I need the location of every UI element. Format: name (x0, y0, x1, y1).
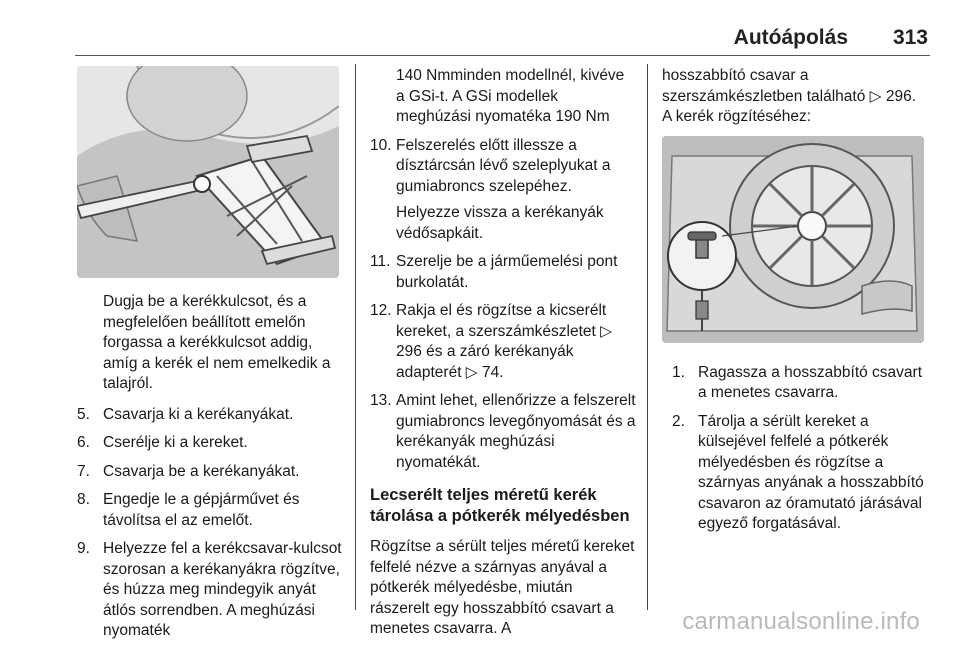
page-number: 313 (892, 26, 928, 49)
spare-wheel-illustration (662, 136, 924, 343)
list-item: 5. Csavarja ki a kerékanyákat. (77, 405, 294, 423)
list-item: 11. Szerelje be a járműemelési pont burkolatát. (370, 253, 618, 291)
list-item: 10. Felszerelés előtt illessze a dísztárcsán lévő szeleplyukat a gumiabroncs szelepéhez. Helyezze vissza a kerékanyák védősapkáit. (370, 136, 636, 245)
section-title: Autóápolás (733, 26, 848, 49)
list-item: 9. Helyezze fel a kerékcsavar-kulcsot szorosan a kerékanyákra rögzítve, és húzza meg mindegyik anyát átlós sorrendben. A meghúzási nyomaték (77, 540, 342, 639)
list-item-subtext: Helyezze vissza a kerékanyák védősapkáit. (396, 204, 604, 242)
watermark: carmanualsonline.info (682, 608, 920, 635)
intro-paragraph: hosszabbító csavar a szerszámkészletben található ▷ 296. A kerék rögzítéséhez: (662, 67, 917, 125)
column-3 (662, 60, 927, 543)
jack-drawing (77, 66, 339, 278)
header-divider (75, 55, 930, 56)
column-divider-2 (647, 64, 648, 610)
step-continuation: 140 Nmminden modellnél, kivéve a GSi-t. A GSi modellek meghúzási nyomatéka 190 Nm (396, 67, 625, 125)
section-heading: Lecserélt teljes méretű kerék tárolása a pótkerék mélyedésben (370, 486, 630, 525)
list-item: 13. Amint lehet, ellenőrizze a felszerelt gumiabroncs levegőnyomását és a kerékanyák meghúzási nyomatékát. (370, 392, 636, 471)
list-item: 7. Csavarja be a kerékanyákat. (77, 462, 300, 480)
list-item: 8. Engedje le a gépjárművet és távolítsa el az emelőt. (77, 491, 300, 529)
jack-illustration (77, 66, 339, 278)
spare-wheel-drawing (662, 136, 924, 343)
illustration-caption: Dugja be a kerékkulcsot, és a megfelelően beállított emelőn forgassa a kerékkulcsot addig, amíg a kerék el nem emelkedik a talajról. (103, 293, 331, 392)
steps-list-3 (662, 363, 927, 535)
steps-list-1 (77, 405, 347, 642)
steps-list-2 (370, 136, 636, 474)
list-item: 2. Tárolja a sérült kereket a külsejével felfelé a pótkerék mélyedésben és rögzítse a szárnyas anyának a hosszabbító csavaron az óramutató járásával egyező forgatásával. (672, 412, 924, 532)
column-1 (77, 60, 347, 650)
column-2 (370, 60, 636, 640)
list-item: 12. Rakja el és rögzítse a kicserélt kereket, a szerszámkészletet ▷ 296 és a záró kerékanyák adapterét ▷ 74. (370, 302, 613, 381)
list-item: 6. Cserélje ki a kereket. (77, 434, 248, 451)
column-divider-1 (355, 64, 356, 610)
list-item: 1. Ragassza a hosszabbító csavart a menetes csavarra. (672, 363, 923, 401)
body-paragraph: Rögzítse a sérült teljes méretű kereket felfelé nézve a szárnyas anyával a pótkerék mélyedésbe, miután rászerelt egy hosszabbító csavart a menetes csavarra. A (370, 538, 635, 637)
